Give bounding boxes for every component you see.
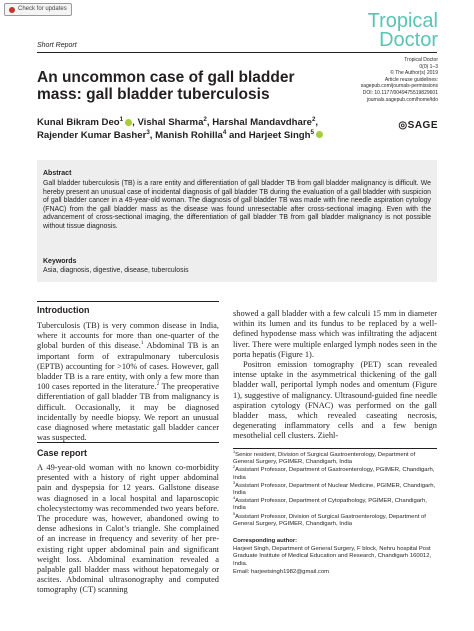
crossmark-icon [9,7,15,13]
introduction-text: Tuberculosis (TB) is very common disease in India, where it accounts for more than one-quarter of the global burden of this disease.$^1$ Abdominal TB is an important form of extrapulmonary tuberculosis (EPTB) accounting for >10% of cases. However, gall bladder TB is a rare entity, with only a few more than 100 cases reported in the literature.$^2$ The preoperative differentiation of gall bladder TB from malignancy is difficult. Occasionally, it may be diagnosed incidentally by needle biopsy. We report an unusual case diagnosed where metastatic gall bladder cancer was suspected. [37,321,219,443]
corresponding-heading: Corresponding author: [233,538,298,544]
meta-home-link[interactable]: journals.sagepub.com/home/tdo [366,96,438,103]
introduction-heading: Introduction [37,305,90,315]
journal-name: Tropical Doctor [367,10,438,51]
keywords-text: Asia, diagnosis, digestive, disease, tuberculosis [43,267,189,274]
affiliation: $^3$Assistant Professor, Department of Nuclear Medicine, PGIMER, Chandigarh, India [233,480,436,497]
abstract-text: Gall bladder tuberculosis (TB) is a rare entity and differentiation of gall bladder TB from gall bladder malignancy is difficult. We hereby present an unusual case of incidental diagnosis of gall bladder TB during the evaluation of a gall bladder with suspicion of gall bladder cancer in a 49-year-old woman. The diagnosis of gall bladder TB was made with fine needle aspiration cytology (FNAC) from the gall bladder mass as the disease was found unresectable after cross-sectional imaging. Even with the advancement of cross-sectional imaging, the differentiation of gall bladder TB from gall bladder malignancy is not possible without tissue diagnosis. [43,180,431,230]
check-for-updates-badge[interactable] [4,3,72,16]
author[interactable]: Kunal Bikram Deo$^1$ [37,115,124,128]
author[interactable]: Manish Rohilla$^4$ [155,128,227,141]
meta-permissions-link[interactable]: sagepub.com/journals-permissions [360,83,438,90]
corresponding-email[interactable]: Email: harjeetsingh1982@gmail.com [233,568,330,575]
author[interactable]: Rajender Kumar Basher$^3$ [37,128,150,141]
orcid-icon[interactable] [316,131,323,138]
keywords-heading: Keywords [43,258,77,265]
citation[interactable]: 1 [140,340,144,347]
sage-symbol-icon: ◎ [398,120,408,131]
meta-journal: Tropical Doctor [404,57,438,63]
author[interactable]: Harshal Mandavdhare$^2$ [212,115,316,128]
article-type: Short Report [37,42,77,49]
article-title: An uncommon case of gall bladder mass: gall bladder tuberculosis [37,69,295,103]
meta-copyright: © The Author(s) 2019 [390,70,438,77]
results-paragraph: Positron emission tomography (PET) scan revealed intense uptake in the asymmetrical thickening of the gall bladder wall, periportal lymph nodes and omentum (Figure 1), suggestive of malignancy. Ultrasound-guided fine needle aspiration cytology (FNAC) was performed on the gall bladder mass, which revealed caseating necrosis, degenerating inflammatory cells and a few benign mesothelial cell clusters. Ziehl- [233,360,437,441]
check-for-updates-label: Check for updates [18,6,67,12]
meta-doi[interactable]: DOI: 10.1177/0049475519829601 [362,89,438,96]
affiliation: $^4$Assistant Professor, Department of Cytopathology, PGIMER, Chandigarh, India [233,496,427,512]
case-report-heading: Case report [37,448,88,458]
sage-logo: ◎SAGE [398,120,438,131]
article-metadata [328,57,438,103]
section-rule [37,442,219,443]
affiliation: $^1$Senior resident, Division of Surgical Gastroenterology, Department of General Surgery, PGIMER, Chandigarh, India [233,450,416,466]
affiliations [233,452,437,529]
author[interactable]: Vishal Sharma$^2$ [137,115,207,128]
abstract-heading: Abstract [43,170,72,177]
affiliation: $^5$Assistant Professor, Division of Surgical Gastroenterology, Department of General Surgery, PGIMER, Chandigarh, India [233,511,426,527]
affiliation: $^2$Assistant Professor, Department of Gastroenterology, PGIMER, Chandigarh, India [233,465,435,481]
header-rule [37,52,437,53]
author[interactable]: Harjeet Singh$^5$ [248,128,314,141]
meta-issue: 0(0) 1–3 [419,63,438,70]
orcid-icon[interactable] [125,119,132,126]
corresponding-address: Harjeet Singh, Department of General Surgery, F block, Nehru hospital Post Graduate Institute of Medical Education and Research, Chandigarh 160012, India. [233,546,432,567]
results-paragraph: showed a gall bladder with a few calculi 15 mm in diameter within its lumen and its fundus to be replaced by a well-defined hypodense mass which was infiltrating the adjacent liver. There were multiple enlarged lymph nodes seen in the porta hepatis (Figure 1). [233,309,437,359]
meta-reuse: Article reuse guidelines: [384,76,438,83]
author-list: Kunal Bikram Deo$^1$ , Vishal Sharma$^2$, Harshal Mandavdhare$^2$, Rajender Kumar Basher$^3$, Manish Rohilla$^4$ and Harjeet Singh$^5$ [37,117,337,142]
citation[interactable]: 2 [156,381,160,388]
case-report-text: A 49-year-old woman with no known co-morbidity presented with a history of right upper abdominal pain and dyspepsia for 12 years. Gallstone disease was diagnosed in a local hospital and laparoscopic cholecystectomy was recommended two years before. The procedure was, however, abandoned owing to dense adhesions in Calot’s triangle. She complained of an increase in frequency and severity of her pre-existing right upper abdominal pain and significant weight loss. Abdominal examination revealed a palpable gall bladder mass without hepatomegaly or ascites. Abdominal ultrasonography and computed tomography (CT) scanning [37,463,219,595]
corresponding-author [233,538,437,577]
footnote-rule [233,448,437,449]
section-rule [37,301,219,302]
results-text [233,309,437,442]
